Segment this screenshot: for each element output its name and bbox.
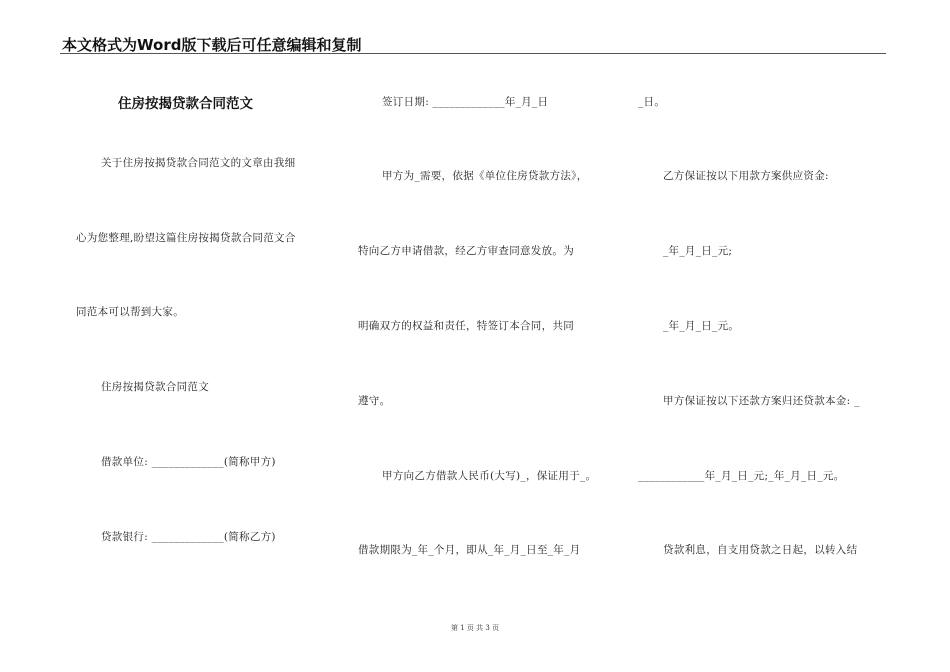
col2-line-4: 明确双方的权益和责任，特签订本合同，共同: [358, 320, 574, 332]
col2-line-2: 甲方为_需要，依据《单位住房贷款方法》，: [382, 170, 588, 182]
col1-line-1: 关于住房按揭贷款合同范文的文章由我细: [101, 157, 296, 169]
col1-line-5: 借款单位: _____________(简称甲方): [101, 456, 276, 468]
page-number: 第 1 页 共 3 页: [450, 624, 500, 632]
col3-line-1: _日。: [638, 96, 666, 108]
col1-line-6: 贷款银行: _____________(简称乙方): [101, 531, 276, 543]
col2-line-7: 借款期限为_年_个月，即从_年_月_日至_年_月: [358, 544, 581, 556]
col2-line-5: 遵守。: [358, 395, 391, 407]
col3-line-4: _年_月_日_元。: [663, 320, 740, 332]
col3-line-2: 乙方保证按以下用款方案供应资金:: [663, 170, 829, 182]
col3-line-3: _年_月_日_元;: [663, 245, 733, 257]
col3-line-7: 贷款利息，自支用贷款之日起，以转入结: [663, 544, 858, 556]
header-divider: [60, 53, 886, 54]
col1-line-4: 住房按揭贷款合同范文: [101, 381, 209, 393]
col3-line-6: ____________年_月_日_元;_年_月_日_元。: [638, 470, 845, 482]
document-title: 住房按揭贷款合同范文: [118, 96, 253, 112]
col1-line-3: 同范本可以帮到大家。: [76, 306, 184, 318]
col2-line-1: 签订日期: _____________年_月_日: [382, 96, 549, 108]
col1-line-2: 心为您整理,盼望这篇住房按揭贷款合同范文合: [76, 232, 296, 244]
col3-line-5: 甲方保证按以下还款方案归还贷款本金: _: [663, 395, 860, 407]
col2-line-6: 甲方向乙方借款人民币(大写)_，保证用于_。: [382, 470, 597, 482]
col2-line-3: 特向乙方申请借款，经乙方审查同意发放。为: [358, 245, 574, 257]
header-title: 本文格式为Word版下载后可任意编辑和复制: [62, 36, 362, 54]
